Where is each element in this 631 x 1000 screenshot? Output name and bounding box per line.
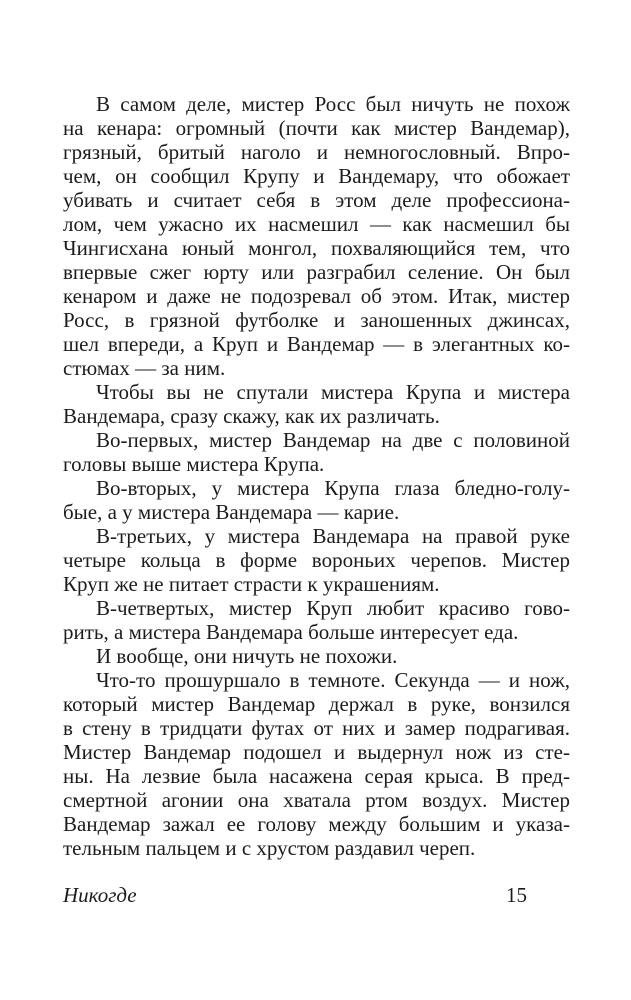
running-title: Никогде: [63, 883, 137, 907]
text-line: Во-первых, мистер Вандемар на две с половиной: [96, 428, 570, 452]
paragraph: [63, 476, 570, 524]
paragraph: [63, 596, 570, 644]
text-line: В-четвертых, мистер Круп любит красиво гово-: [96, 596, 570, 620]
text-line: головы выше мистера Крупа.: [63, 452, 325, 476]
text-line: на кенара: огромный (почти как мистер Вандемар),: [63, 116, 570, 140]
paragraph: [63, 668, 570, 860]
paragraph: [63, 92, 570, 380]
text-line: четыре кольца в форме вороньих черепов. Мистер: [63, 548, 570, 572]
text-line: чем, он сообщил Крупу и Вандемару, что обожает: [63, 164, 570, 188]
text-line: Вандемар зажал ее голову между большим и указа-: [63, 812, 570, 836]
text-line: убивать и считает себя в этом деле профессиона-: [63, 188, 570, 212]
text-line: Чтобы вы не спутали мистера Крупа и мистера: [96, 380, 570, 404]
text-line: рить, а мистера Вандемара больше интересует еда.: [63, 620, 519, 644]
text-line: кенаром и даже не подозревал об этом. Итак, мистер: [63, 284, 570, 308]
text-line: бые, а у мистера Вандемара — карие.: [63, 500, 400, 524]
text-line: Что-то прошуршало в темноте. Секунда — и нож,: [96, 668, 570, 692]
text-line: грязный, бритый наголо и немногословный. Впро-: [63, 140, 570, 164]
page-footer: [63, 883, 570, 907]
text-line: смертной агонии она хватала ртом воздух. Мистер: [63, 788, 570, 812]
text-line: лом, чем ужасно их насмешил — как насмешил бы: [63, 212, 570, 236]
paragraph: [63, 524, 570, 596]
text-line: впервые сжег юрту или разграбил селение. Он был: [63, 260, 570, 284]
text-line: тельным пальцем и с хрустом раздавил череп.: [63, 836, 476, 860]
text-line: В самом деле, мистер Росс был ничуть не похож: [96, 92, 570, 116]
text-line: Росс, в грязной футболке и заношенных джинсах,: [63, 308, 570, 332]
body-text: [63, 92, 570, 860]
text-line: Чингисхана юный монгол, похваляющийся тем, что: [63, 236, 570, 260]
text-line: в стену в тридцати футах от них и замер подрагивая.: [63, 716, 570, 740]
text-line: В-третьих, у мистера Вандемара на правой руке: [96, 524, 570, 548]
page-number: 15: [506, 883, 527, 907]
text-line: Во-вторых, у мистера Крупа глаза бледно-голу-: [96, 476, 570, 500]
paragraph: [63, 380, 570, 428]
text-line: Мистер Вандемар подошел и выдернул нож из сте-: [63, 740, 570, 764]
text-line: Круп же не питает страсти к украшениям.: [63, 572, 440, 596]
text-line: Вандемара, сразу скажу, как их различать.: [63, 404, 440, 428]
text-line: шел впереди, а Круп и Вандемар — в элегантных ко-: [63, 332, 570, 356]
text-line: стюмах — за ним.: [63, 356, 226, 380]
paragraph: [63, 644, 570, 668]
text-line: И вообще, они ничуть не похожи.: [96, 644, 398, 668]
text-line: который мистер Вандемар держал в руке, вонзился: [63, 692, 570, 716]
text-line: ны. На лезвие была насажена серая крыса. В пред-: [63, 764, 570, 788]
paragraph: [63, 428, 570, 476]
